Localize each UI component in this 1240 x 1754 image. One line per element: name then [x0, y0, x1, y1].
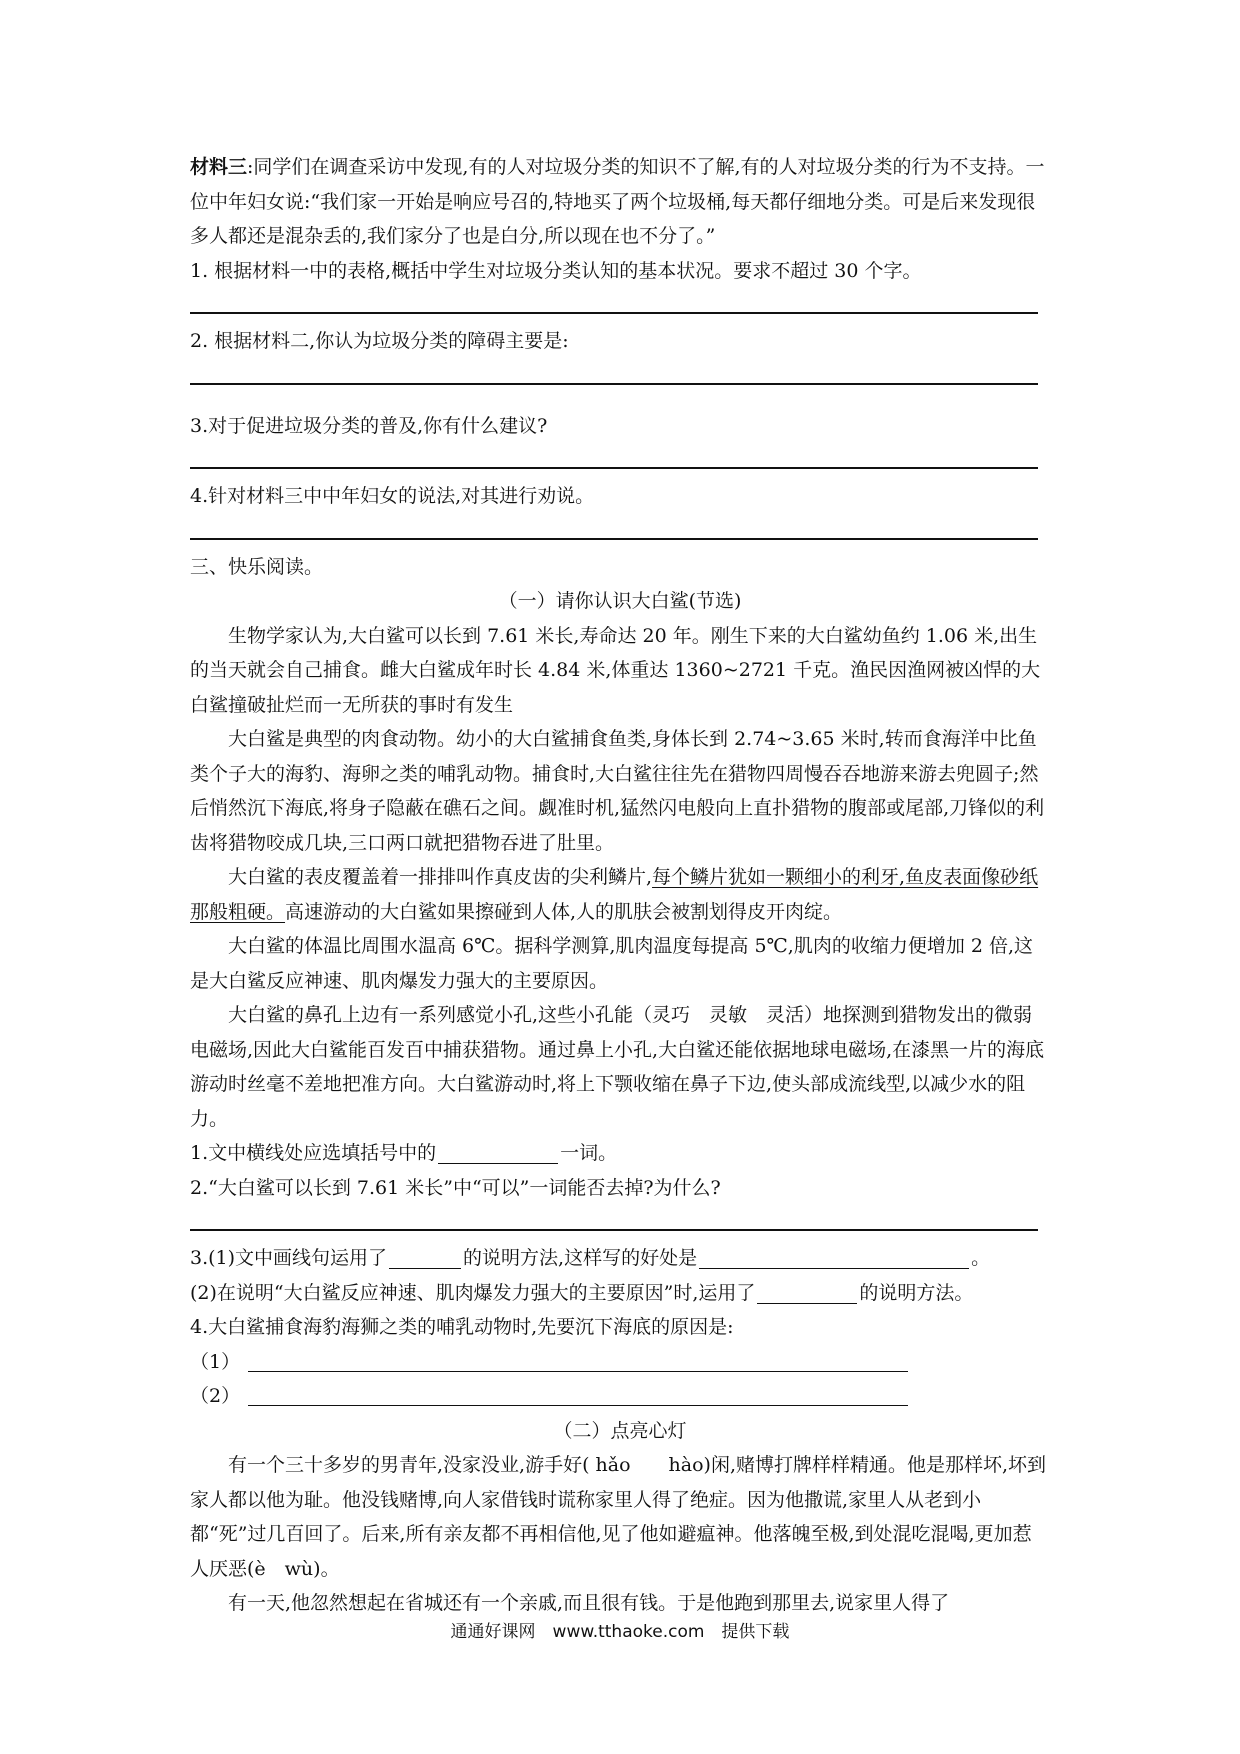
answer-line-1[interactable] — [190, 288, 1038, 314]
question-2: 2. 根据材料二,你认为垃圾分类的障碍主要是: — [190, 330, 569, 352]
question-4: 4.针对材料三中中年妇女的说法,对其进行劝说。 — [190, 485, 595, 507]
q4-item-2-label: （2） — [190, 1385, 241, 1407]
answer-line-4[interactable] — [190, 514, 1038, 540]
q1-blank[interactable] — [438, 1141, 558, 1164]
q3-1-blank-method[interactable] — [389, 1246, 461, 1269]
q3-1-text-b: 的说明方法,这样写的好处是 — [463, 1247, 698, 1269]
page-content — [190, 150, 1050, 1621]
p3-text-a: 大白鲨的表皮覆盖着一排排叫作真皮齿的尖利鳞片, — [228, 866, 653, 888]
reading1-question-1 — [190, 1136, 1050, 1171]
q4-item-2 — [190, 1379, 1050, 1414]
reading2-paragraph-2: 有一天,他忽然想起在省城还有一个亲戚,而且很有钱。于是他跑到那里去,说家里人得了 — [228, 1592, 950, 1614]
q3-2-text-b: 的说明方法。 — [859, 1281, 974, 1304]
reading1-q2-answer-line[interactable] — [190, 1205, 1038, 1231]
footer-credit: 通通好课网 www.tthaoke.com 提供下载 — [450, 1622, 790, 1642]
p3-text-c: 高速游动的大白鲨如果擦碰到人体,人的肌肤会被割划得皮开肉绽。 — [285, 900, 843, 923]
reading1-paragraph-3 — [190, 860, 1050, 929]
question-3: 3.对于促进垃圾分类的普及,你有什么建议? — [190, 414, 548, 437]
material3-paragraph — [190, 150, 1050, 254]
q1-text-b: 一词。 — [560, 1142, 618, 1164]
reading1-question-2: 2.“大白鲨可以长到 7.61 米长”中“可以”一词能否去掉?为什么? — [190, 1176, 721, 1199]
q3-2-text-a: (2)在说明“大白鲨反应神速、肌肉爆发力强大的主要原因”时,运用了 — [190, 1281, 756, 1304]
q1-text-a: 1.文中横线处应选填括号中的 — [190, 1142, 437, 1164]
reading1-question-3-1 — [190, 1241, 1050, 1276]
underlined-sentence: 每个鳞片犹如一颗细小的利牙,鱼皮表面像砂纸那般粗硬。 — [190, 866, 1039, 923]
reading1-question-3-2 — [190, 1276, 1050, 1311]
q3-1-text-c: 。 — [971, 1247, 991, 1269]
reading1-paragraph-4: 大白鲨的体温比周围水温高 6℃。据科学测算,肌肉温度每提高 5℃,肌肉的收缩力便增加 2 倍,这是大白鲨反应神速、肌肉爆发力强大的主要原因。 — [190, 935, 1034, 992]
reading1-question-4: 4.大白鲨捕食海豹海狮之类的哺乳动物时,先要沉下海底的原因是: — [190, 1316, 734, 1338]
q3-1-blank-benefit[interactable] — [699, 1246, 969, 1269]
reading1-paragraph-5: 大白鲨的鼻孔上边有一系列感觉小孔,这些小孔能（灵巧 灵敏 灵活）地探测到猎物发出的微弱电磁场,因此大白鲨能百发百中捕获猎物。通过鼻上小孔,大白鲨还能依据地球电磁场,在漆黑一片的海底游动时丝毫不差地把准方向。大白鲨游动时,将上下颚收缩在鼻子下边,使头部成流线型,以减少水的阻力。 — [190, 1004, 1045, 1130]
q3-1-text-a: 3.(1)文中画线句运用了 — [190, 1247, 388, 1269]
section-title: 三、快乐阅读。 — [190, 555, 324, 578]
reading2-title: （二）点亮心灯 — [553, 1419, 687, 1442]
q4-item-2-line[interactable] — [248, 1383, 908, 1406]
q3-2-blank[interactable] — [757, 1281, 857, 1304]
q4-item-1-line[interactable] — [248, 1349, 908, 1372]
answer-line-3[interactable] — [190, 443, 1038, 469]
question-1: 1. 根据材料一中的表格,概括中学生对垃圾分类认知的基本状况。要求不超过 30 个字。 — [190, 259, 922, 282]
material3-label: 材料三 — [190, 156, 248, 178]
material3-text: :同学们在调查采访中发现,有的人对垃圾分类的知识不了解,有的人对垃圾分类的行为不支持。一位中年妇女说:“我们家一开始是响应号召的,特地买了两个垃圾桶,每天都仔细地分类。可是后来发现很多人都还是混杂丢的,我们家分了也是白分,所以现在也不分了。” — [190, 156, 1045, 247]
q4-item-1-label: （1） — [190, 1350, 241, 1373]
reading2-paragraph-1: 有一个三十多岁的男青年,没家没业,游手好( hǎo hào)闲,赌博打牌样样精通。他是那样坏,坏到家人都以他为耻。他没钱赌博,向人家借钱时谎称家里人得了绝症。因为他撒谎,家里人从老到小都“死”过几百回了。后来,所有亲友都不再相信他,见了他如避瘟神。他落魄至极,到处混吃混喝,更加惹人厌恶(è wù)。 — [190, 1454, 1047, 1580]
reading1-title: （一）请你认识大白鲨(节选) — [498, 590, 742, 612]
reading1-paragraph-1: 生物学家认为,大白鲨可以长到 7.61 米长,寿命达 20 年。刚生下来的大白鲨幼鱼约 1.06 米,出生的当天就会自己捕食。雌大白鲨成年时长 4.84 米,体重达 1360~2721 千克。渔民因渔网被凶悍的大白鲨撞破扯烂而一无所获的事时有发生 — [190, 624, 1041, 716]
q4-item-1 — [190, 1345, 1050, 1380]
reading1-paragraph-2: 大白鲨是典型的肉食动物。幼小的大白鲨捕食鱼类,身体长到 2.74~3.65 米时,转而食海洋中比鱼类个子大的海豹、海卵之类的哺乳动物。捕食时,大白鲨往往先在猎物四周慢吞吞地游来游去兜圆子;然后悄然沉下海底,将身子隐蔽在礁石之间。觑准时机,猛然闪电般向上直扑猎物的腹部或尾部,刀锋似的利齿将猎物咬成几块,三口两口就把猎物吞进了肚里。 — [190, 728, 1045, 854]
answer-line-2[interactable] — [190, 359, 1038, 385]
